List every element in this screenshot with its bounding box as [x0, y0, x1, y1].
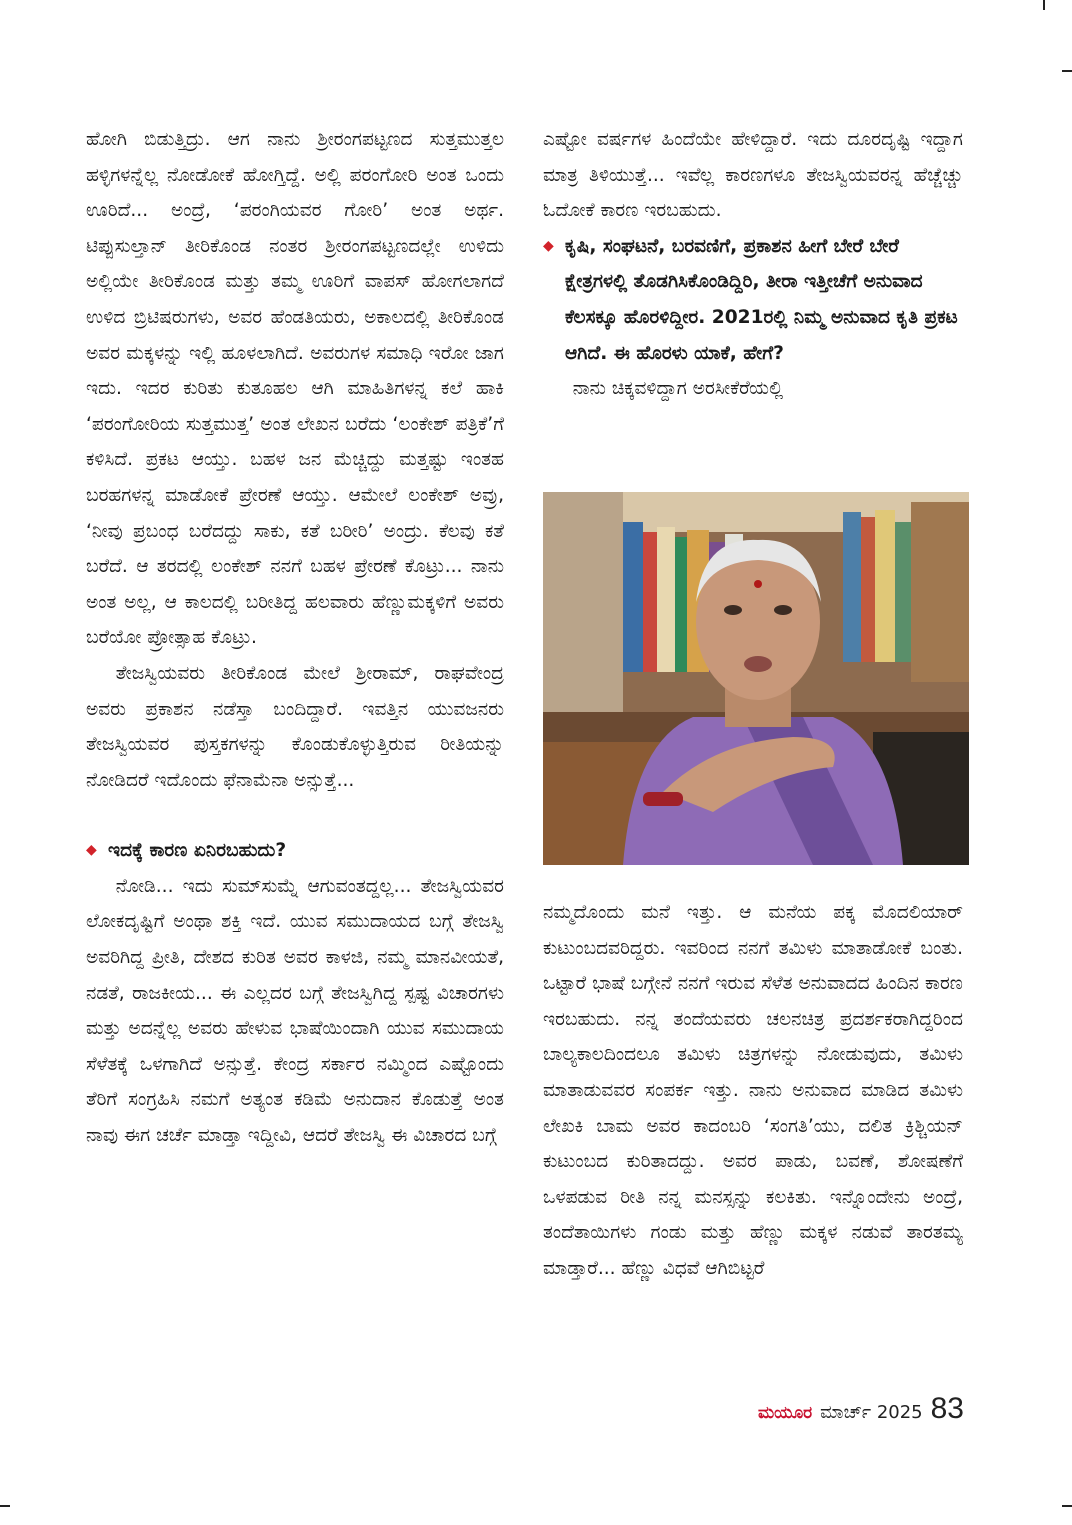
- diamond-bullet-icon: ◆: [543, 237, 554, 254]
- paragraph: ನಾನು ಚಿಕ್ಕವಳಿದ್ದಾಗ ಅರಸೀಕೆರೆಯಲ್ಲಿ: [572, 378, 784, 400]
- left-column: [86, 122, 504, 1154]
- crop-mark: [1062, 1505, 1072, 1507]
- right-column-top: [543, 122, 963, 407]
- paragraph: ನೋಡಿ... ಇದು ಸುಮ್‌ಸುಮ್ನೆ ಆಗುವಂತದ್ದಲ್ಲ... ತೇಜಸ್ವಿಯವರ ಲೋಕದೃಷ್ಟಿಗೆ ಅಂಥಾ ಶಕ್ತಿ ಇದೆ. ಯುವ ಸಮುದಾಯದ ಬಗ್ಗೆ ತೇಜಸ್ವಿ ಅವರಿಗಿದ್ದ ಪ್ರೀತಿ, ದೇಶದ ಕುರಿತ ಅವರ ಕಾಳಜಿ, ನಮ್ಮ ಮಾನವೀಯತೆ, ನಡತೆ, ರಾಜಕೀಯ... ಈ ಎಲ್ಲದರ ಬಗ್ಗೆ ತೇಜಸ್ವಿಗಿದ್ದ ಸ್ಪಷ್ಟ ವಿಚಾರಗಳು ಮತ್ತು ಅದನ್ನೆಲ್ಲ ಅವರು ಹೇಳುವ ಭಾಷೆಯಿಂದಾಗಿ ಯುವ ಸಮುದಾಯ ಸೆಳೆತಕ್ಕೆ ಒಳಗಾಗಿದೆ ಅನ್ಸುತ್ತೆ. ಕೇಂದ್ರ ಸರ್ಕಾರ ನಮ್ಮಿಂದ ಎಷ್ಟೊಂದು ತೆರಿಗೆ ಸಂಗ್ರಹಿಸಿ ನಮಗೆ ಅತ್ಯಂತ ಕಡಿಮೆ ಅನುದಾನ ಕೊಡುತ್ತೆ ಅಂತ ನಾವು ಈಗ ಚರ್ಚೆ ಮಾಡ್ತಾ ಇದ್ದೀವಿ, ಆದರೆ ತೇಜಸ್ವಿ ಈ ವಿಚಾರದ ಬಗ್ಗೆ: [86, 875, 504, 1147]
- paragraph: ನಮ್ಮದೊಂದು ಮನೆ ಇತ್ತು. ಆ ಮನೆಯ ಪಕ್ಕ ಮೊದಲಿಯಾರ್ ಕುಟುಂಬದವರಿದ್ದರು. ಇವರಿಂದ ನನಗೆ ತಮಿಳು ಮಾತಾಡೋಕೆ ಬಂತು. ಒಟ್ಟಾರೆ ಭಾಷೆ ಬಗ್ಗೇನೆ ನನಗೆ ಇರುವ ಸೆಳೆತ ಅನುವಾದದ ಹಿಂದಿನ ಕಾರಣ ಇರಬಹುದು. ನನ್ನ ತಂದೆಯವರು ಚಲನಚಿತ್ರ ಪ್ರದರ್ಶಕರಾಗಿದ್ದರಿಂದ ಬಾಲ್ಯಕಾಲದಿಂದಲೂ ತಮಿಳು ಚಿತ್ರಗಳನ್ನು ನೋಡುವುದು, ತಮಿಳು ಮಾತಾಡುವವರ ಸಂಪರ್ಕ ಇತ್ತು. ನಾನು ಅನುವಾದ ಮಾಡಿದ ತಮಿಳು ಲೇಖಕಿ ಬಾಮ ಅವರ ಕಾದಂಬರಿ ‘ಸಂಗತಿ’ಯು, ದಲಿತ ಕ್ರಿಶ್ಚಿಯನ್ ಕುಟುಂಬದ ಕುರಿತಾದದ್ದು. ಅವರ ಪಾಡು, ಬವಣೆ, ಶೋಷಣೆಗೆ ಒಳಪಡುವ ರೀತಿ ನನ್ನ ಮನಸ್ಸನ್ನು ಕಲಕಿತು. ಇನ್ನೊಂದೇನು ಅಂದ್ರೆ, ತಂದೆತಾಯಿಗಳು ಗಂಡು ಮತ್ತು ಹೆಣ್ಣು ಮಕ್ಕಳ ನಡುವೆ ತಾರತಮ್ಯ ಮಾಡ್ತಾರೆ... ಹೆಣ್ಣು ವಿಧವೆ ಆಗಿಬಿಟ್ಟರೆ: [543, 902, 963, 1279]
- right-column-bottom: [543, 895, 963, 1287]
- issue-date: ಮಾರ್ಚ್ 2025: [820, 1402, 923, 1423]
- portrait-photo: [543, 492, 969, 865]
- paragraph: ಎಷ್ಟೋ ವರ್ಷಗಳ ಹಿಂದೆಯೇ ಹೇಳಿದ್ದಾರೆ. ಇದು ದೂರದೃಷ್ಟಿ ಇದ್ದಾಗ ಮಾತ್ರ ತಿಳಿಯುತ್ತೆ... ಇವೆಲ್ಲ ಕಾರಣಗಳೂ ತೇಜಸ್ವಿಯವರನ್ನ ಹೆಚ್ಚೆಚ್ಚು ಓದೋಕೆ ಕಾರಣ ಇರಬಹುದು.: [543, 129, 963, 222]
- interview-question: ◆ ಕೃಷಿ, ಸಂಘಟನೆ, ಬರವಣಿಗೆ, ಪ್ರಕಾಶನ ಹೀಗೆ ಬೇರೆ ಬೇರೆ ಕ್ಷೇತ್ರಗಳಲ್ಲಿ ತೊಡಗಿಸಿಕೊಂಡಿದ್ದಿರಿ, ತೀರಾ ಇತ್ತೀಚೆಗೆ ಅನುವಾದ ಕೆಲಸಕ್ಕೂ ಹೊರಳಿದ್ದೀರ. 2021ರಲ್ಲಿ ನಿಮ್ಮ ಅನುವಾದ ಕೃತಿ ಪ್ರಕಟ ಆಗಿದೆ. ಈ ಹೊರಳು ಯಾಕೆ, ಹೇಗೆ?: [543, 229, 963, 371]
- diamond-bullet-icon: ◆: [86, 842, 97, 859]
- magazine-name: ಮಯೂರ: [757, 1403, 813, 1423]
- crop-mark: [1062, 70, 1072, 72]
- crop-mark: [0, 1505, 10, 1507]
- interview-question: ◆ ಇದಕ್ಕೆ ಕಾರಣ ಏನಿರಬಹುದು?: [86, 833, 504, 869]
- crop-mark: [1043, 0, 1045, 10]
- paragraph: ತೇಜಸ್ವಿಯವರು ತೀರಿಕೊಂಡ ಮೇಲೆ ಶ್ರೀರಾಮ್, ರಾಘವೇಂದ್ರ ಅವರು ಪ್ರಕಾಶನ ನಡೆಸ್ತಾ ಬಂದಿದ್ದಾರೆ. ಇವತ್ತಿನ ಯುವಜನರು ತೇಜಸ್ವಿಯವರ ಪುಸ್ತಕಗಳನ್ನು ಕೊಂಡುಕೊಳ್ಳುತ್ತಿರುವ ರೀತಿಯನ್ನು ನೋಡಿದರೆ ಇದೊಂದು ಫೆನಾಮೆನಾ ಅನ್ಸುತ್ತೆ...: [86, 662, 504, 791]
- page-number: 83: [930, 1392, 964, 1425]
- page-footer: [758, 1392, 964, 1428]
- paragraph: ಹೋಗಿ ಬಿಡುತ್ತಿದ್ರು. ಆಗ ನಾನು ಶ್ರೀರಂಗಪಟ್ಟಣದ ಸುತ್ತಮುತ್ತಲ ಹಳ್ಳಿಗಳನ್ನೆಲ್ಲ ನೋಡೋಕೆ ಹೋಗ್ತಿದ್ದೆ. ಅಲ್ಲಿ ಪರಂಗೋರಿ ಅಂತ ಒಂದು ಊರಿದೆ... ಅಂದ್ರೆ, ‘ಪರಂಗಿಯವರ ಗೋರಿ’ ಅಂತ ಅರ್ಥ. ಟಿಪ್ಪುಸುಲ್ತಾನ್ ತೀರಿಕೊಂಡ ನಂತರ ಶ್ರೀರಂಗಪಟ್ಟಣದಲ್ಲೇ ಉಳಿದು ಅಲ್ಲಿಯೇ ತೀರಿಕೊಂಡ ಮತ್ತು ತಮ್ಮ ಊರಿಗೆ ವಾಪಸ್ ಹೋಗಲಾಗದೆ ಉಳಿದ ಬ್ರಿಟಿಷರುಗಳು, ಅವರ ಹೆಂಡತಿಯರು, ಅಕಾಲದಲ್ಲಿ ತೀರಿಕೊಂಡ ಅವರ ಮಕ್ಕಳನ್ನು ಇಲ್ಲಿ ಹೂಳಲಾಗಿದೆ. ಅವರುಗಳ ಸಮಾಧಿ ಇರೋ ಜಾಗ ಇದು. ಇದರ ಕುರಿತು ಕುತೂಹಲ ಆಗಿ ಮಾಹಿತಿಗಳನ್ನ ಕಲೆ ಹಾಕಿ ‘ಪರಂಗೋರಿಯ ಸುತ್ತಮುತ್ತ’ ಅಂತ ಲೇಖನ ಬರೆದು ‘ಲಂಕೇಶ್ ಪತ್ರಿಕೆ’ಗೆ ಕಳಿಸಿದೆ. ಪ್ರಕಟ ಆಯ್ತು. ಬಹಳ ಜನ ಮೆಚ್ಚಿದ್ದು ಮತ್ತಷ್ಟು ಇಂತಹ ಬರಹಗಳನ್ನ ಮಾಡೋಕೆ ಪ್ರೇರಣೆ ಆಯ್ತು. ಆಮೇಲೆ ಲಂಕೇಶ್ ಅವ್ರು, ‘ನೀವು ಪ್ರಬಂಧ ಬರೆದದ್ದು ಸಾಕು, ಕತೆ ಬರೀರಿ’ ಅಂದ್ರು. ಕೆಲವು ಕತೆ ಬರೆದೆ. ಆ ತರದಲ್ಲಿ ಲಂಕೇಶ್ ನನಗೆ ಬಹಳ ಪ್ರೇರಣೆ ಕೊಟ್ರು... ನಾನು ಅಂತ ಅಲ್ಲ, ಆ ಕಾಲದಲ್ಲಿ ಬರೀತಿದ್ದ ಹಲವಾರು ಹೆಣ್ಣುಮಕ್ಕಳಿಗೆ ಅವರು ಬರೆಯೋ ಪ್ರೋತ್ಸಾಹ ಕೊಟ್ರು.: [86, 129, 504, 649]
